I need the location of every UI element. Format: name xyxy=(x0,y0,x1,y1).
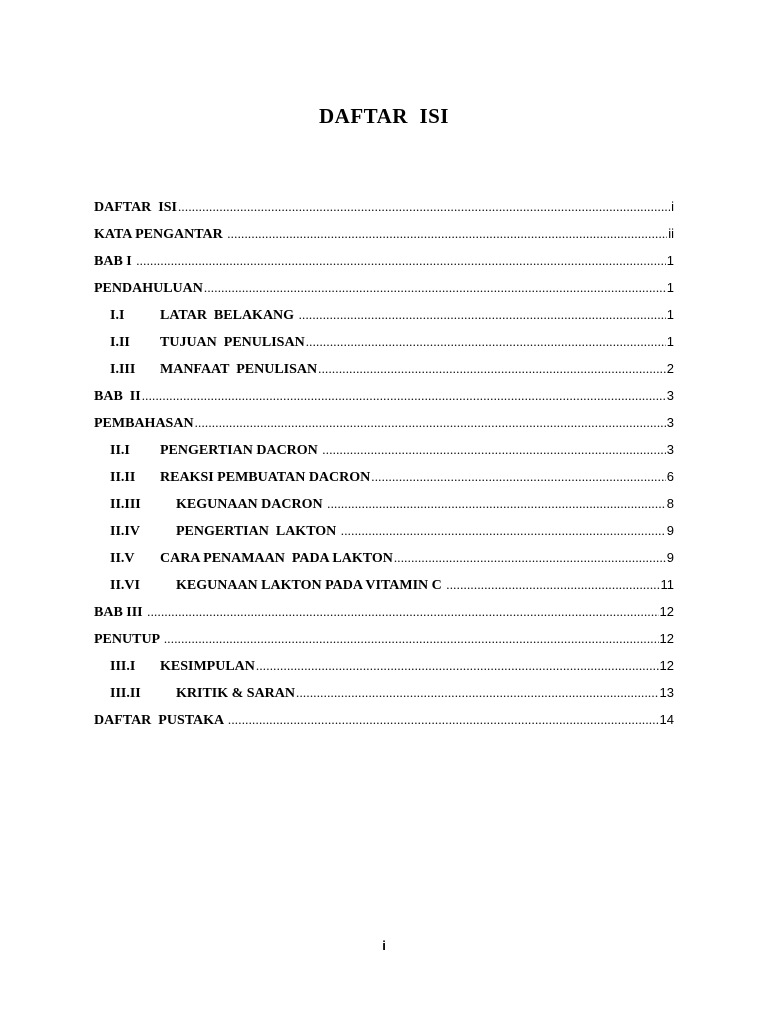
toc-dot-leader xyxy=(136,250,666,272)
toc-entry-page: 12 xyxy=(659,604,674,619)
toc-dot-leader xyxy=(446,574,659,596)
toc-entry-title: BAB III xyxy=(94,605,147,620)
toc-entry-title: TUJUAN PENULISAN xyxy=(160,335,305,350)
toc-entry-title: KEGUNAAN LAKTON PADA VITAMIN C xyxy=(176,578,446,593)
toc-entry-number: II.I xyxy=(110,443,130,458)
toc-dot-leader xyxy=(204,277,666,299)
toc-entry-title: DAFTAR PUSTAKA xyxy=(94,713,227,728)
toc-entry[interactable] xyxy=(94,574,674,601)
toc-entry-number: II.V xyxy=(110,551,135,566)
toc-entry-page: i xyxy=(671,199,674,214)
toc-entry[interactable] xyxy=(94,304,674,331)
toc-entry-page: 1 xyxy=(666,334,674,349)
page-number: i xyxy=(382,938,386,953)
toc-entry-page: 3 xyxy=(666,415,674,430)
toc-entry[interactable] xyxy=(94,493,674,520)
page-title: DAFTAR ISI xyxy=(319,104,449,128)
toc-entry[interactable] xyxy=(94,547,674,574)
toc-entry-page: 1 xyxy=(666,253,674,268)
toc-dot-leader xyxy=(306,331,666,353)
toc-dot-leader xyxy=(318,358,666,380)
table-of-contents xyxy=(94,196,674,736)
toc-entry-number: II.IV xyxy=(110,524,140,539)
toc-entry[interactable] xyxy=(94,520,674,547)
toc-dot-leader xyxy=(371,466,665,488)
toc-dot-leader xyxy=(178,196,670,218)
toc-entry-number: I.I xyxy=(110,308,125,323)
toc-entry[interactable] xyxy=(94,250,674,277)
toc-entry-page: 12 xyxy=(659,631,674,646)
toc-dot-leader xyxy=(296,682,659,704)
toc-entry-page: 2 xyxy=(666,361,674,376)
toc-dot-leader xyxy=(322,439,665,461)
toc-entry-title: DAFTAR ISI xyxy=(94,200,177,215)
toc-entry-title: LATAR BELAKANG xyxy=(160,308,298,323)
toc-entry-page: 9 xyxy=(666,550,674,565)
toc-entry[interactable] xyxy=(94,331,674,358)
toc-dot-leader xyxy=(228,709,659,731)
toc-entry-title: CARA PENAMAAN PADA LAKTON xyxy=(160,551,393,566)
toc-entry-page: 11 xyxy=(660,577,674,592)
toc-entry-title: PEMBAHASAN xyxy=(94,416,194,431)
toc-entry-number: III.I xyxy=(110,659,136,674)
toc-entry-number: I.III xyxy=(110,362,136,377)
toc-entry-title: REAKSI PEMBUATAN DACRON xyxy=(160,470,371,485)
toc-entry[interactable] xyxy=(94,439,674,466)
toc-entry[interactable] xyxy=(94,466,674,493)
toc-entry-title: MANFAAT PENULISAN xyxy=(160,362,318,377)
toc-entry-title: PENGERTIAN LAKTON xyxy=(176,524,340,539)
toc-entry-number: I.II xyxy=(110,335,130,350)
toc-dot-leader xyxy=(394,547,666,569)
toc-entry-page: 13 xyxy=(659,685,674,700)
toc-entry[interactable] xyxy=(94,412,674,439)
toc-entry-title: KEGUNAAN DACRON xyxy=(176,497,327,512)
toc-entry-page: 12 xyxy=(659,658,674,673)
toc-entry[interactable] xyxy=(94,358,674,385)
toc-entry[interactable] xyxy=(94,628,674,655)
toc-entry[interactable] xyxy=(94,601,674,628)
toc-entry-page: 6 xyxy=(666,469,674,484)
toc-entry-number: III.II xyxy=(110,686,141,701)
toc-entry[interactable] xyxy=(94,655,674,682)
toc-dot-leader xyxy=(164,628,659,650)
toc-entry-title: BAB I xyxy=(94,254,136,269)
toc-entry-page: 1 xyxy=(666,307,674,322)
toc-dot-leader xyxy=(341,520,666,542)
toc-entry-page: 8 xyxy=(666,496,674,511)
toc-dot-leader xyxy=(195,412,666,434)
toc-entry-number: II.II xyxy=(110,470,136,485)
toc-entry-page: 3 xyxy=(666,388,674,403)
toc-entry-title: PENUTUP xyxy=(94,632,163,647)
toc-entry[interactable] xyxy=(94,385,674,412)
toc-dot-leader xyxy=(256,655,659,677)
toc-entry-title: PENGERTIAN DACRON xyxy=(160,443,322,458)
toc-entry-title: PENDAHULUAN xyxy=(94,281,203,296)
toc-dot-leader xyxy=(327,493,666,515)
toc-dot-leader xyxy=(142,385,666,407)
toc-entry-title: KESIMPULAN xyxy=(160,659,255,674)
toc-entry[interactable] xyxy=(94,223,674,250)
toc-entry-page: 9 xyxy=(666,523,674,538)
toc-entry-page: 1 xyxy=(666,280,674,295)
toc-entry[interactable] xyxy=(94,277,674,304)
toc-dot-leader xyxy=(299,304,666,326)
toc-entry-title: BAB II xyxy=(94,389,141,404)
toc-entry-page: 14 xyxy=(659,712,674,727)
toc-dot-leader xyxy=(227,223,667,245)
toc-entry-page: ii xyxy=(668,226,674,241)
toc-entry-number: II.VI xyxy=(110,578,140,593)
toc-entry[interactable] xyxy=(94,709,674,736)
toc-entry[interactable] xyxy=(94,196,674,223)
toc-entry-number: II.III xyxy=(110,497,141,512)
toc-entry[interactable] xyxy=(94,682,674,709)
toc-entry-title: KATA PENGANTAR xyxy=(94,227,227,242)
toc-entry-title: KRITIK & SARAN xyxy=(176,686,296,701)
toc-dot-leader xyxy=(147,601,658,623)
toc-entry-page: 3 xyxy=(666,442,674,457)
